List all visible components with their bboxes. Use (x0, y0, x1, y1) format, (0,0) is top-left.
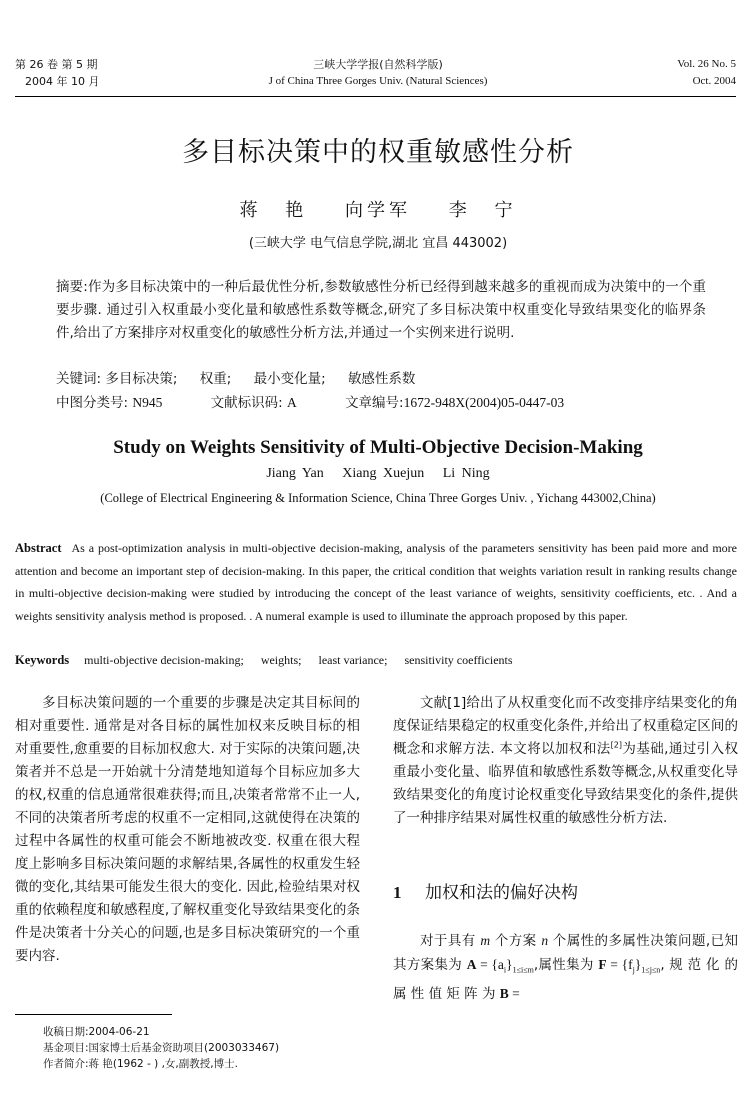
article-number-value: 1672-948X(2004)05-0447-03 (403, 395, 565, 410)
classification-line (56, 391, 564, 415)
var-m: m (480, 933, 491, 948)
author-en-2: Xiang Xuejun (342, 466, 425, 481)
keywords-cn-label: 关键词: (56, 371, 102, 387)
doc-code-value: A (287, 395, 297, 410)
author-en-1: Jiang Yan (266, 466, 324, 481)
authors-cn (0, 196, 756, 222)
abstract-en-text: As a post-optimization analysis in multi-objective decision-making, analysis of the parameters sensitivity has been paid more and more attention and become an important step of decision-making. In this paper, the critical condition that weights variation result in ranking results change in multi-objective decision-making were studied by introducing the concept of the least variance of weights, sensitivity coefficients, etc. . And a weights sensitivity analysis method is proposed. . A numeral example is used to illuminate the approach proposed by this paper. (15, 541, 737, 623)
authors-en (0, 466, 756, 482)
journal-name-en: J of China Three Gorges Univ. (Natural Sciences) (268, 75, 488, 87)
set-F: F (598, 957, 607, 972)
journal-name-cn: 三峡大学学报(自然科学版) (313, 58, 443, 71)
journal-vol-en (677, 56, 736, 90)
keyword-cn-2: 权重; (199, 371, 232, 387)
matrix-B: B (499, 985, 509, 1001)
section-heading-1 (393, 878, 578, 903)
header-divider (15, 96, 736, 97)
keywords-cn (56, 368, 415, 391)
var-n: n (541, 933, 549, 948)
keyword-en-3: least variance; (318, 653, 388, 667)
abstract-en (15, 537, 737, 627)
body-paragraph-intro: 多目标决策问题的一个重要的步骤是决定其目标间的相对重要性. 通常是对各目标的属性加权来反映目标的相对重要性,愈重要的目标加权愈大. 对于实际的决策问题,决策者并不总是一开始就十分清楚地知道每个目标应加多大的权,权重的信息通常很难获得;而且,决策者常常不止一人,不同的决策者所考虑的权重不一定相同,这就使得在决策的过程中各属性的权重可能会不断地被改变. 权重在很大程度上影响多目标决策问题的求解结果,各属性的权重发生轻微的变化,其结果可能发生很大的变化. 因此,检验结果对权重的依赖程度和敏感程度,了解权重变化导致结果变化的条件是决策者十分关心的问题,也是多目标决策研究的一个重要内容. (15, 695, 360, 964)
body-right-column (393, 692, 738, 830)
keywords-en (15, 649, 513, 671)
vol-date: Oct. 2004 (692, 75, 736, 87)
keyword-cn-3: 最小变化量; (253, 371, 326, 387)
abstract-cn-text: 摘要:作为多目标决策中的一种后最优性分析,参数敏感性分析已经得到越来越多的重视而成为决策中的一个重要步骤. 通过引入权重最小变化量和敏感性系数等概念,研究了多目标决策中权重变化导致结果变化的临界条件,给出了方案排序对权重变化的敏感性分析方法,并通过一个实例来进行说明. (56, 279, 706, 341)
keyword-en-1: multi-objective decision-making; (84, 653, 244, 667)
abstract-cn (56, 276, 706, 345)
author-cn-2: 向学军 (345, 200, 411, 221)
footnote-fund: 基金项目:国家博士后基金资助项目(2003033467) (43, 1042, 280, 1054)
body-paragraph-references: 文献[1]给出了从权重变化而不改变排序结果变化的角度保证结果稳定的权重变化条件,并给出了权重稳定区间的概念和求解方法. 本文将以加权和法[2]为基础,通过引入权重最小变化量、临界值和敏感性系数等概念,从权重变化导致结果变化的角度讨论权重变化导致结果变化的条件,提供了一种排序结果对属性权重的敏感性分析方法. (393, 695, 738, 826)
keywords-en-label: Keywords (15, 653, 70, 667)
author-en-3: Li Ning (442, 466, 490, 481)
volume-issue: 第 26 卷 第 5 期 (15, 58, 98, 71)
footnote-author: 作者简介:蒋 艳(1962 - ) ,女,副教授,博士. (43, 1058, 238, 1070)
footnote-received: 收稿日期:2004-06-21 (43, 1026, 150, 1038)
set-A: A (466, 957, 477, 972)
article-number-label: 文章编号: (345, 395, 404, 411)
body-paragraph-problem: 对于具有 m 个方案 n 个属性的多属性决策问题,已知其方案集为 $A = \{a_i\}_{1\le i\le m}$,属性集为 $F = \{f_j\}_{1\le j\le n}$, 规 范 化 的 属 性 值 矩 阵 为 B = (393, 933, 738, 1002)
clc-value: N945 (132, 395, 163, 410)
journal-name (0, 56, 756, 90)
keyword-cn-1: 多目标决策; (105, 371, 178, 387)
doc-code-label: 文献标识码: (210, 395, 283, 411)
issue-date: 2004 年 10 月 (25, 75, 100, 88)
paper-title-en: Study on Weights Sensitivity of Multi-Objective Decision-Making (113, 437, 643, 458)
affiliation-en: (College of Electrical Engineering & Information Science, China Three Gorges Univ. , Yichang 443002,China) (100, 491, 656, 505)
keyword-en-2: weights; (260, 653, 302, 667)
paper-title-cn: 多目标决策中的权重敏感性分析 (182, 137, 574, 168)
citation-2: [2] (610, 740, 622, 750)
author-cn-3: 李 宁 (448, 200, 517, 221)
section-number: 1 (393, 883, 402, 902)
footnotes (43, 1024, 279, 1072)
abstract-en-label: Abstract (15, 541, 62, 555)
keyword-en-4: sensitivity coefficients (404, 653, 513, 667)
affiliation-cn: (三峡大学 电气信息学院,湖北 宜昌 443002) (248, 236, 508, 251)
vol-no: Vol. 26 No. 5 (677, 58, 736, 70)
footnote-divider (15, 1014, 172, 1015)
body-left-column (15, 692, 360, 968)
author-cn-1: 蒋 艳 (239, 200, 308, 221)
clc-label: 中图分类号: (56, 395, 129, 411)
section-title: 加权和法的偏好决构 (425, 883, 578, 903)
keyword-cn-4: 敏感性系数 (347, 371, 416, 387)
